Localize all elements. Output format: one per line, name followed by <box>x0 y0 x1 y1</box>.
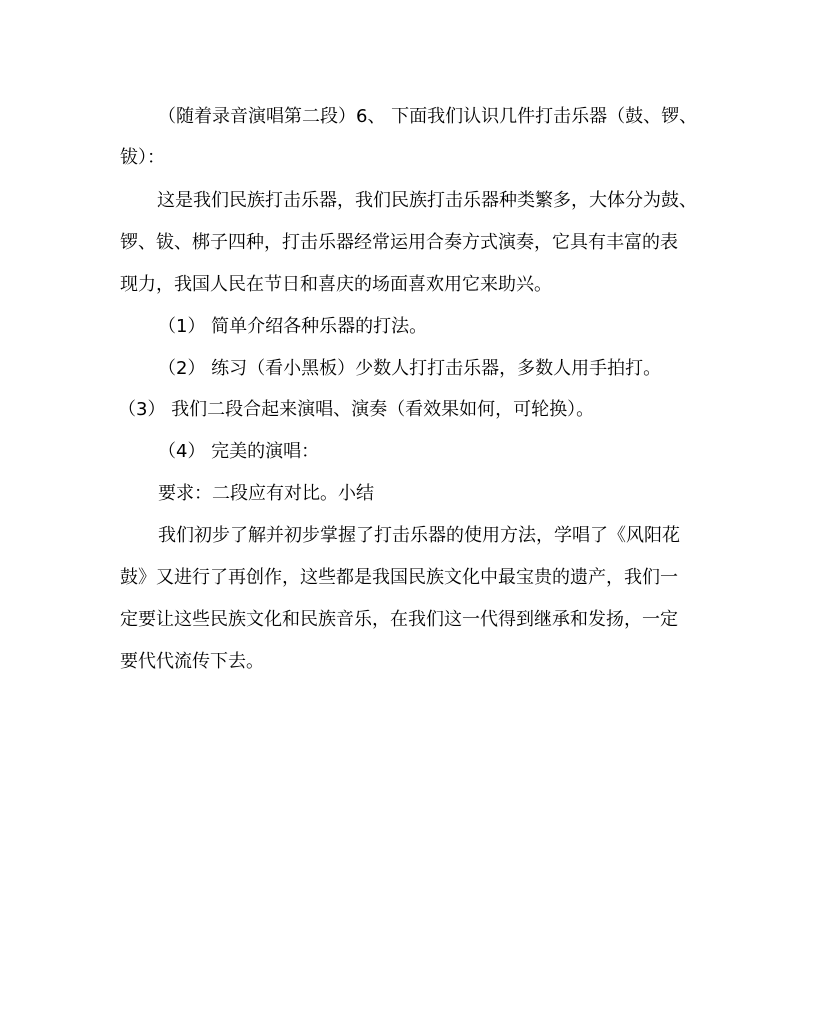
text-line-1: （随着录音演唱第二段）6、 下面我们认识几件打击乐器（鼓、锣、 <box>158 106 698 127</box>
list-item-2: （2） 练习（看小黑板）少数人打打击乐器，多数人用手拍打。 <box>158 358 662 379</box>
text-line-13: 定要让这些民族文化和民族音乐，在我们这一代得到继承和发扬，一定 <box>120 609 678 630</box>
text-line-3: 这是我们民族打击乐器，我们民族打击乐器种类繁多，大体分为鼓、 <box>157 190 697 211</box>
text-line-14: 要代代流传下去。 <box>120 651 264 672</box>
text-line-5: 现力，我国人民在节日和喜庆的场面喜欢用它来助兴。 <box>120 274 552 295</box>
text-line-12: 鼓》又进行了再创作，这些都是我国民族文化中最宝贵的遗产，我们一 <box>120 567 678 588</box>
text-line-11: 我们初步了解并初步掌握了打击乐器的使用方法，学唱了《风阳花 <box>158 525 680 546</box>
list-item-4: （4） 完美的演唱： <box>158 441 320 462</box>
text-line-2: 钹）： <box>120 147 165 168</box>
list-item-1: （1） 简单介绍各种乐器的打法。 <box>158 316 428 337</box>
requirement-line: 要求：二段应有对比。小结 <box>158 483 374 504</box>
list-item-3: （3） 我们二段合起来演唱、演奏（看效果如何，可轮换）。 <box>118 399 595 420</box>
text-line-4: 锣、钹、梆子四种，打击乐器经常运用合奏方式演奏，它具有丰富的表 <box>120 232 678 253</box>
